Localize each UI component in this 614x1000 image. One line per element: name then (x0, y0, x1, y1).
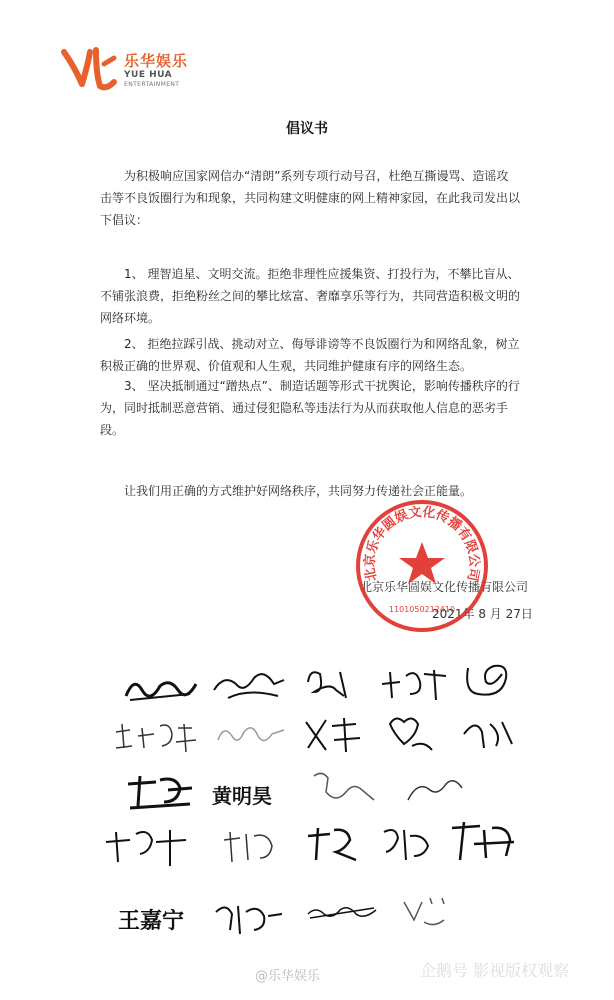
proposal-item-1: 1、 理智追星、文明交流。拒绝非理性应援集资、打投行为，不攀比盲从、不铺张浪费，拒绝粉丝之间的攀比炫富、奢靡享乐等行为，共同营造积极文明的网络环境。 (100, 267, 521, 325)
signature-19 (208, 896, 288, 940)
svg-text:1101050212410: 1101050212410 (388, 605, 456, 614)
signature-9 (382, 710, 444, 756)
signature-21 (396, 890, 456, 930)
logo-name-en: YUE HUA (124, 70, 173, 80)
document-date: 2021年 8 月 27日 (432, 607, 533, 621)
closing-paragraph: 让我们用正确的方式维护好网络秩序，共同努力传递社会正能量。 (124, 484, 473, 498)
proposal-item-3: 3、 坚决抵制通过“蹭热点”、制造话题等形式干扰舆论，影响传播秩序的行为，同时抵制恶意营销、通过侵犯隐私等违法行为从而获取他人信息的恶劣手段。 (100, 379, 520, 437)
intro-paragraph: 为积极响应国家网信办“清朗”系列专项行动号召，杜绝互撕谩骂、造谣攻击等不良饭圈行为和现象，共同构建文明健康的网上精神家园，在此我司发出以下倡议： (100, 169, 521, 227)
company-seal (352, 496, 492, 636)
signature-12 (306, 766, 380, 810)
signature-8 (296, 712, 366, 756)
signature-15 (216, 824, 286, 868)
company-name: 北京乐华圆娱文化传播有限公司 (360, 580, 529, 594)
signature-printed-1: 黄明昊 (212, 784, 272, 808)
signature-2 (208, 664, 288, 704)
source-watermark: 企鹅号 影视版权观察 (420, 961, 570, 980)
company-logo (60, 44, 200, 94)
svg-text:北京乐华圆娱文化传播有限公司: 北京乐华圆娱文化传播有限公司 (362, 504, 482, 583)
signature-3 (300, 662, 360, 704)
logo-subtitle-en: ENTERTAINMENT (124, 81, 180, 88)
signature-6 (110, 718, 200, 758)
seal-star-icon (399, 542, 445, 584)
signature-7 (212, 716, 288, 752)
weibo-watermark: @乐华娱乐 (255, 969, 321, 984)
yuehua-logo-icon (60, 44, 118, 92)
signature-10 (456, 714, 518, 754)
document-title: 倡议书 (286, 121, 328, 137)
signature-17 (376, 820, 440, 866)
proposal-item-2: 2、 拒绝拉踩引战、挑动对立、侮辱诽谤等不良饭圈行为和网络乱象，树立积极正确的世界观、价值观和人生观，共同维护健康有序的网络生态。 (100, 337, 520, 373)
signature-11 (120, 770, 200, 814)
signature-14 (100, 822, 192, 870)
signature-printed-2: 王嘉宁 (118, 908, 185, 934)
signature-5 (458, 658, 518, 704)
signature-1 (120, 668, 200, 708)
signature-18 (444, 818, 520, 866)
signature-13 (400, 770, 470, 810)
logo-name-cn: 乐华娱乐 (124, 52, 189, 70)
signature-4 (376, 664, 450, 704)
signature-20 (302, 898, 382, 928)
signature-16 (300, 820, 368, 866)
